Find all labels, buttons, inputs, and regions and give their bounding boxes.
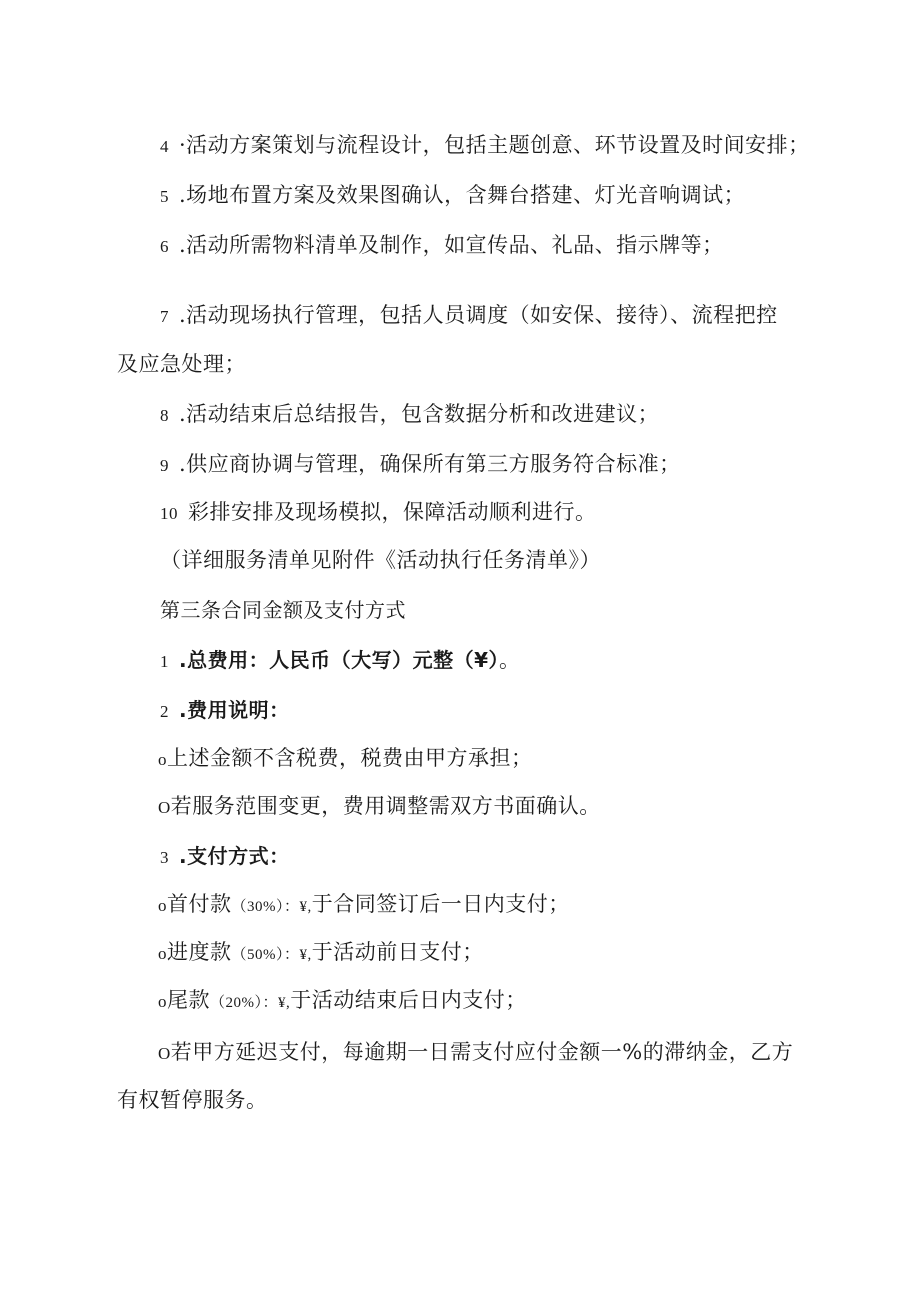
total-fee-label: .总费用：人民币（大写）元整（¥） [179,648,500,672]
payment-method-label: .支付方式： [179,844,290,868]
late-payment-clause [158,1037,793,1069]
list-item-9 [160,449,681,481]
list-item-8 [160,399,659,431]
item-number: 8 [160,406,169,425]
total-fee [160,645,521,677]
payment-item-3 [158,985,527,1018]
payment-percent: （50%）：¥, [231,947,312,963]
bullet-mark: O [158,798,171,817]
total-fee-end: 。 [499,648,521,672]
payment-text: 于活动前日支付； [311,940,484,964]
list-item-10 [160,497,597,529]
payment-percent: （30%）：¥, [231,899,312,915]
item-number: 7 [160,307,169,326]
payment-text: 于合同签订后一日内支付； [311,892,570,916]
item-text: 彩排安排及现场模拟，保障活动顺利进行。 [188,500,597,524]
bullet-mark: o [158,750,167,769]
item-text: .场地布置方案及效果图确认，含舞台搭建、灯光音响调试； [179,183,746,207]
list-item-7 [160,300,778,332]
item-text: .活动现场执行管理，包括人员调度（如安保、接待）、流程把控 [179,303,778,327]
bullet-mark: O [158,1044,171,1063]
payment-text: 于活动结束后日内支付； [290,988,527,1012]
item-number: 6 [160,237,169,256]
payment-item-1 [158,889,570,922]
item-text: .供应商协调与管理，确保所有第三方服务符合标准； [179,452,681,476]
list-item-5 [160,180,745,212]
payment-name: 首付款 [167,892,232,916]
late-payment-text: 若甲方延迟支付，每逾期一日需支付应付金额一%的滞纳金，乙方 [170,1040,794,1064]
payment-item-2 [158,937,484,970]
item-number: 3 [160,848,169,867]
item-text: .活动结束后总结报告，包含数据分析和改进建议； [179,402,660,426]
item-text: ·活动方案策划与流程设计，包括主题创意、环节设置及时间安排； [179,133,810,157]
item-number: 1 [160,652,169,671]
fee-explanation-label: .费用说明： [179,698,290,722]
payment-name: 尾款 [167,988,210,1012]
fee-explanation [160,695,290,727]
bullet-mark: o [158,944,167,963]
bullet-mark: o [158,992,167,1011]
payment-name: 进度款 [167,940,232,964]
bullet-text: 上述金额不含税费，税费由甲方承担； [167,746,533,770]
bullet-text: 若服务范围变更，费用调整需双方书面确认。 [170,794,601,818]
item-number: 9 [160,456,169,475]
list-item-6 [160,230,724,262]
payment-method [160,841,290,873]
item-text-continued: 及应急处理； [117,352,246,376]
item-number: 4 [160,137,169,156]
item-number: 2 [160,702,169,721]
payment-percent: （20%）：¥, [210,995,291,1011]
item-number: 5 [160,187,169,206]
item-number: 10 [160,504,178,523]
bullet-mark: o [158,896,167,915]
section-heading: 第三条合同金额及支付方式 [160,598,406,622]
appendix-note: （详细服务清单见附件《活动执行任务清单》） [160,548,601,572]
fee-bullet-2 [158,791,601,823]
fee-bullet-1 [158,743,533,775]
list-item-4 [160,130,810,162]
late-payment-continuation: 有权暂停服务。 [117,1088,268,1112]
list-item-7-continuation [117,349,246,379]
item-text: .活动所需物料清单及制作，如宣传品、礼品、指示牌等； [179,233,724,257]
